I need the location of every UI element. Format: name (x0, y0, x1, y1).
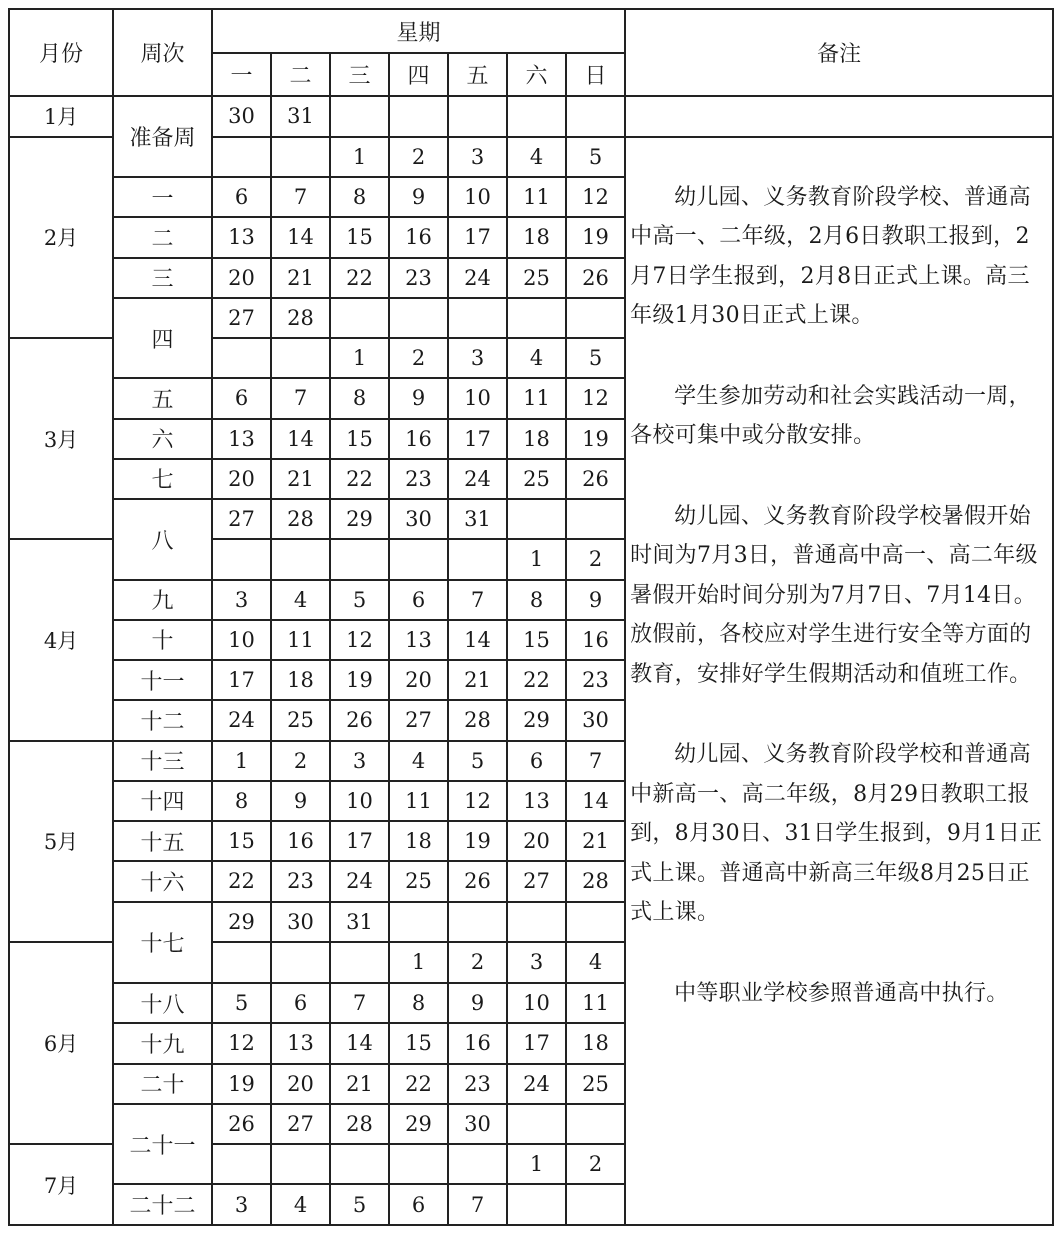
day-cell: 30 (271, 902, 330, 942)
week-cell: 三 (113, 258, 212, 298)
day-cell (330, 942, 389, 983)
day-cell: 23 (389, 258, 448, 298)
day-cell: 22 (389, 1064, 448, 1104)
day-cell (212, 539, 271, 579)
day-cell (389, 96, 448, 137)
day-cell: 24 (448, 258, 507, 298)
day-cell: 21 (566, 821, 625, 861)
day-cell: 9 (566, 580, 625, 620)
day-cell: 1 (330, 338, 389, 378)
day-cell: 7 (448, 1184, 507, 1225)
day-cell: 10 (507, 983, 566, 1023)
day-cell: 19 (448, 821, 507, 861)
week-cell: 十六 (113, 861, 212, 901)
calendar-row (9, 96, 1053, 137)
day-cell: 30 (448, 1104, 507, 1144)
day-cell (330, 539, 389, 579)
day-cell: 28 (271, 499, 330, 539)
day-cell: 25 (507, 258, 566, 298)
day-cell: 20 (212, 258, 271, 298)
week-cell: 九 (113, 580, 212, 620)
day-cell: 3 (212, 1184, 271, 1225)
day-cell: 1 (212, 741, 271, 781)
day-cell: 27 (212, 298, 271, 338)
day-cell: 28 (271, 298, 330, 338)
day-cell: 29 (389, 1104, 448, 1144)
day-cell: 4 (271, 580, 330, 620)
day-cell (389, 539, 448, 579)
day-cell: 8 (389, 983, 448, 1023)
day-cell: 27 (507, 861, 566, 901)
remark-paragraph: 学生参加劳动和社会实践活动一周，各校可集中或分散安排。 (630, 383, 1031, 449)
day-cell: 26 (566, 459, 625, 499)
day-cell: 3 (212, 580, 271, 620)
week-cell: 十 (113, 620, 212, 660)
day-cell: 4 (389, 741, 448, 781)
day-cell: 13 (507, 781, 566, 821)
week-cell: 十九 (113, 1023, 212, 1063)
day-cell (448, 298, 507, 338)
day-cell: 4 (271, 1184, 330, 1225)
day-cell: 1 (330, 137, 389, 177)
day-cell: 11 (389, 781, 448, 821)
day-cell: 4 (507, 137, 566, 177)
day-cell: 16 (448, 1023, 507, 1063)
week-cell: 七 (113, 459, 212, 499)
day-cell: 19 (566, 419, 625, 459)
day-cell (389, 298, 448, 338)
month-cell: 2月 (9, 137, 113, 338)
day-cell: 22 (212, 861, 271, 901)
day-cell: 13 (389, 620, 448, 660)
week-cell: 十四 (113, 781, 212, 821)
remarks-header: 备注 (625, 9, 1053, 96)
day-cell: 5 (448, 741, 507, 781)
day-cell (271, 942, 330, 983)
day-cell: 7 (271, 177, 330, 217)
day-cell: 9 (389, 177, 448, 217)
weekday-header-sat: 六 (507, 53, 566, 95)
day-cell: 31 (448, 499, 507, 539)
weekday-group-header: 星期 (212, 9, 625, 53)
day-cell: 2 (389, 338, 448, 378)
day-cell: 20 (212, 459, 271, 499)
day-cell: 15 (389, 1023, 448, 1063)
remark-paragraph: 幼儿园、义务教育阶段学校和普通高中新高一、高二年级，8月29日教职工报到，8月30日、31日学生报到，9月1日正式上课。普通高中新高三年级8月25日正式上课。 (630, 742, 1043, 926)
day-cell: 18 (271, 660, 330, 700)
week-cell: 八 (113, 499, 212, 580)
day-cell: 20 (271, 1064, 330, 1104)
day-cell: 3 (330, 741, 389, 781)
day-cell: 22 (330, 258, 389, 298)
day-cell: 23 (271, 861, 330, 901)
day-cell: 5 (212, 983, 271, 1023)
day-cell: 2 (448, 942, 507, 983)
day-cell (330, 1144, 389, 1184)
day-cell (448, 539, 507, 579)
day-cell (448, 96, 507, 137)
day-cell: 11 (507, 177, 566, 217)
day-cell: 27 (271, 1104, 330, 1144)
day-cell: 27 (212, 499, 271, 539)
day-cell: 17 (212, 660, 271, 700)
day-cell: 22 (330, 459, 389, 499)
weekday-header-thu: 四 (389, 53, 448, 95)
day-cell (212, 942, 271, 983)
day-cell: 13 (212, 217, 271, 257)
day-cell: 19 (212, 1064, 271, 1104)
day-cell: 10 (330, 781, 389, 821)
remark-paragraph: 幼儿园、义务教育阶段学校、普通高中高一、二年级，2月6日教职工报到，2月7日学生报到，2月8日正式上课。高三年级1月30日正式上课。 (630, 184, 1031, 329)
day-cell: 12 (212, 1023, 271, 1063)
day-cell: 16 (271, 821, 330, 861)
week-cell: 十八 (113, 983, 212, 1023)
school-calendar-table (8, 8, 1054, 1226)
day-cell: 15 (330, 419, 389, 459)
month-cell: 5月 (9, 741, 113, 942)
week-cell: 二十一 (113, 1104, 212, 1185)
day-cell: 10 (448, 378, 507, 418)
day-cell: 2 (566, 1144, 625, 1184)
month-cell: 7月 (9, 1144, 113, 1225)
day-cell: 24 (330, 861, 389, 901)
month-cell: 4月 (9, 539, 113, 740)
day-cell: 6 (271, 983, 330, 1023)
day-cell: 28 (566, 861, 625, 901)
day-cell: 28 (448, 700, 507, 740)
day-cell: 30 (212, 96, 271, 137)
day-cell: 6 (389, 1184, 448, 1225)
month-cell: 1月 (9, 96, 113, 137)
day-cell: 15 (330, 217, 389, 257)
day-cell (212, 137, 271, 177)
day-cell: 29 (212, 902, 271, 942)
day-cell (271, 1144, 330, 1184)
day-cell: 6 (212, 177, 271, 217)
day-cell: 6 (507, 741, 566, 781)
day-cell: 20 (507, 821, 566, 861)
weekday-header-wed: 三 (330, 53, 389, 95)
day-cell: 14 (448, 620, 507, 660)
day-cell: 29 (507, 700, 566, 740)
day-cell: 12 (448, 781, 507, 821)
day-cell (389, 902, 448, 942)
day-cell: 26 (566, 258, 625, 298)
day-cell: 14 (271, 419, 330, 459)
day-cell: 7 (330, 983, 389, 1023)
day-cell: 14 (330, 1023, 389, 1063)
day-cell: 11 (507, 378, 566, 418)
weekday-header-tue: 二 (271, 53, 330, 95)
day-cell (330, 96, 389, 137)
day-cell: 7 (566, 741, 625, 781)
month-cell: 3月 (9, 338, 113, 539)
day-cell: 27 (389, 700, 448, 740)
day-cell: 31 (330, 902, 389, 942)
day-cell: 2 (389, 137, 448, 177)
day-cell: 12 (330, 620, 389, 660)
day-cell (448, 1144, 507, 1184)
day-cell: 8 (330, 378, 389, 418)
day-cell: 3 (448, 338, 507, 378)
day-cell: 23 (389, 459, 448, 499)
day-cell: 21 (271, 258, 330, 298)
day-cell: 5 (566, 137, 625, 177)
day-cell (271, 338, 330, 378)
day-cell: 24 (507, 1064, 566, 1104)
day-cell: 17 (507, 1023, 566, 1063)
day-cell (389, 1144, 448, 1184)
day-cell: 30 (566, 700, 625, 740)
day-cell (507, 1104, 566, 1144)
day-cell: 13 (212, 419, 271, 459)
week-cell: 六 (113, 419, 212, 459)
day-cell: 3 (448, 137, 507, 177)
day-cell (507, 298, 566, 338)
day-cell: 24 (448, 459, 507, 499)
week-cell: 十五 (113, 821, 212, 861)
day-cell: 9 (448, 983, 507, 1023)
day-cell: 17 (448, 419, 507, 459)
day-cell: 18 (566, 1023, 625, 1063)
week-cell: 十三 (113, 741, 212, 781)
day-cell: 12 (566, 378, 625, 418)
day-cell (507, 96, 566, 137)
day-cell: 7 (271, 378, 330, 418)
day-cell: 17 (448, 217, 507, 257)
day-cell: 24 (212, 700, 271, 740)
remarks-empty-cell (625, 96, 1053, 137)
day-cell: 25 (389, 861, 448, 901)
day-cell: 17 (330, 821, 389, 861)
day-cell: 18 (389, 821, 448, 861)
day-cell: 5 (330, 580, 389, 620)
day-cell: 2 (566, 539, 625, 579)
calendar-body (9, 9, 1053, 1225)
week-cell: 四 (113, 298, 212, 379)
day-cell: 26 (448, 861, 507, 901)
day-cell: 6 (212, 378, 271, 418)
weekday-header-fri: 五 (448, 53, 507, 95)
header-row (9, 9, 1053, 53)
day-cell: 16 (389, 217, 448, 257)
day-cell: 21 (330, 1064, 389, 1104)
day-cell: 10 (448, 177, 507, 217)
weekday-header-mon: 一 (212, 53, 271, 95)
day-cell: 1 (507, 539, 566, 579)
day-cell (448, 902, 507, 942)
day-cell: 3 (507, 942, 566, 983)
week-header: 周次 (113, 9, 212, 96)
day-cell: 13 (271, 1023, 330, 1063)
day-cell: 4 (566, 942, 625, 983)
day-cell: 19 (566, 217, 625, 257)
day-cell (507, 499, 566, 539)
day-cell (566, 1184, 625, 1225)
day-cell (566, 96, 625, 137)
day-cell: 12 (566, 177, 625, 217)
day-cell: 10 (212, 620, 271, 660)
day-cell: 1 (389, 942, 448, 983)
day-cell: 22 (507, 660, 566, 700)
day-cell: 8 (507, 580, 566, 620)
day-cell: 14 (566, 781, 625, 821)
week-cell: 二十二 (113, 1184, 212, 1225)
day-cell: 18 (507, 419, 566, 459)
week-cell: 十七 (113, 902, 212, 984)
remarks-cell (625, 137, 1053, 1225)
day-cell: 14 (271, 217, 330, 257)
day-cell: 16 (389, 419, 448, 459)
day-cell: 26 (330, 700, 389, 740)
day-cell: 23 (566, 660, 625, 700)
day-cell: 29 (330, 499, 389, 539)
day-cell: 26 (212, 1104, 271, 1144)
week-cell: 一 (113, 177, 212, 217)
day-cell: 16 (566, 620, 625, 660)
day-cell (566, 902, 625, 942)
day-cell: 21 (448, 660, 507, 700)
month-cell: 6月 (9, 942, 113, 1144)
week-cell: 准备周 (113, 96, 212, 178)
day-cell: 25 (566, 1064, 625, 1104)
day-cell: 31 (271, 96, 330, 137)
day-cell: 23 (448, 1064, 507, 1104)
week-cell: 十二 (113, 700, 212, 740)
day-cell: 18 (507, 217, 566, 257)
day-cell (507, 902, 566, 942)
day-cell: 5 (566, 338, 625, 378)
day-cell: 2 (271, 741, 330, 781)
month-header: 月份 (9, 9, 113, 96)
day-cell: 8 (212, 781, 271, 821)
remark-paragraph: 中等职业学校参照普通高中执行。 (674, 980, 1009, 1006)
day-cell: 20 (389, 660, 448, 700)
day-cell: 6 (389, 580, 448, 620)
day-cell (212, 1144, 271, 1184)
day-cell: 19 (330, 660, 389, 700)
remark-paragraph: 幼儿园、义务教育阶段学校暑假开始时间为7月3日，普通高中高一、高二年级暑假开始时间分别为7月7日、7月14日。放假前，各校应对学生进行安全等方面的教育，安排好学生假期活动和值班工作。 (630, 503, 1038, 687)
day-cell: 15 (212, 821, 271, 861)
day-cell (271, 137, 330, 177)
day-cell: 1 (507, 1144, 566, 1184)
day-cell: 5 (330, 1184, 389, 1225)
day-cell (212, 338, 271, 378)
day-cell (566, 499, 625, 539)
weekday-header-sun: 日 (566, 53, 625, 95)
day-cell (566, 1104, 625, 1144)
day-cell: 21 (271, 459, 330, 499)
day-cell: 8 (330, 177, 389, 217)
day-cell: 25 (271, 700, 330, 740)
day-cell: 9 (389, 378, 448, 418)
day-cell: 15 (507, 620, 566, 660)
day-cell (271, 539, 330, 579)
day-cell: 9 (271, 781, 330, 821)
day-cell: 30 (389, 499, 448, 539)
day-cell: 28 (330, 1104, 389, 1144)
day-cell: 7 (448, 580, 507, 620)
day-cell: 4 (507, 338, 566, 378)
day-cell (566, 298, 625, 338)
week-cell: 二十 (113, 1064, 212, 1104)
day-cell: 11 (566, 983, 625, 1023)
day-cell (330, 298, 389, 338)
week-cell: 二 (113, 217, 212, 257)
week-cell: 十一 (113, 660, 212, 700)
day-cell: 25 (507, 459, 566, 499)
week-cell: 五 (113, 378, 212, 418)
day-cell: 11 (271, 620, 330, 660)
day-cell (507, 1184, 566, 1225)
